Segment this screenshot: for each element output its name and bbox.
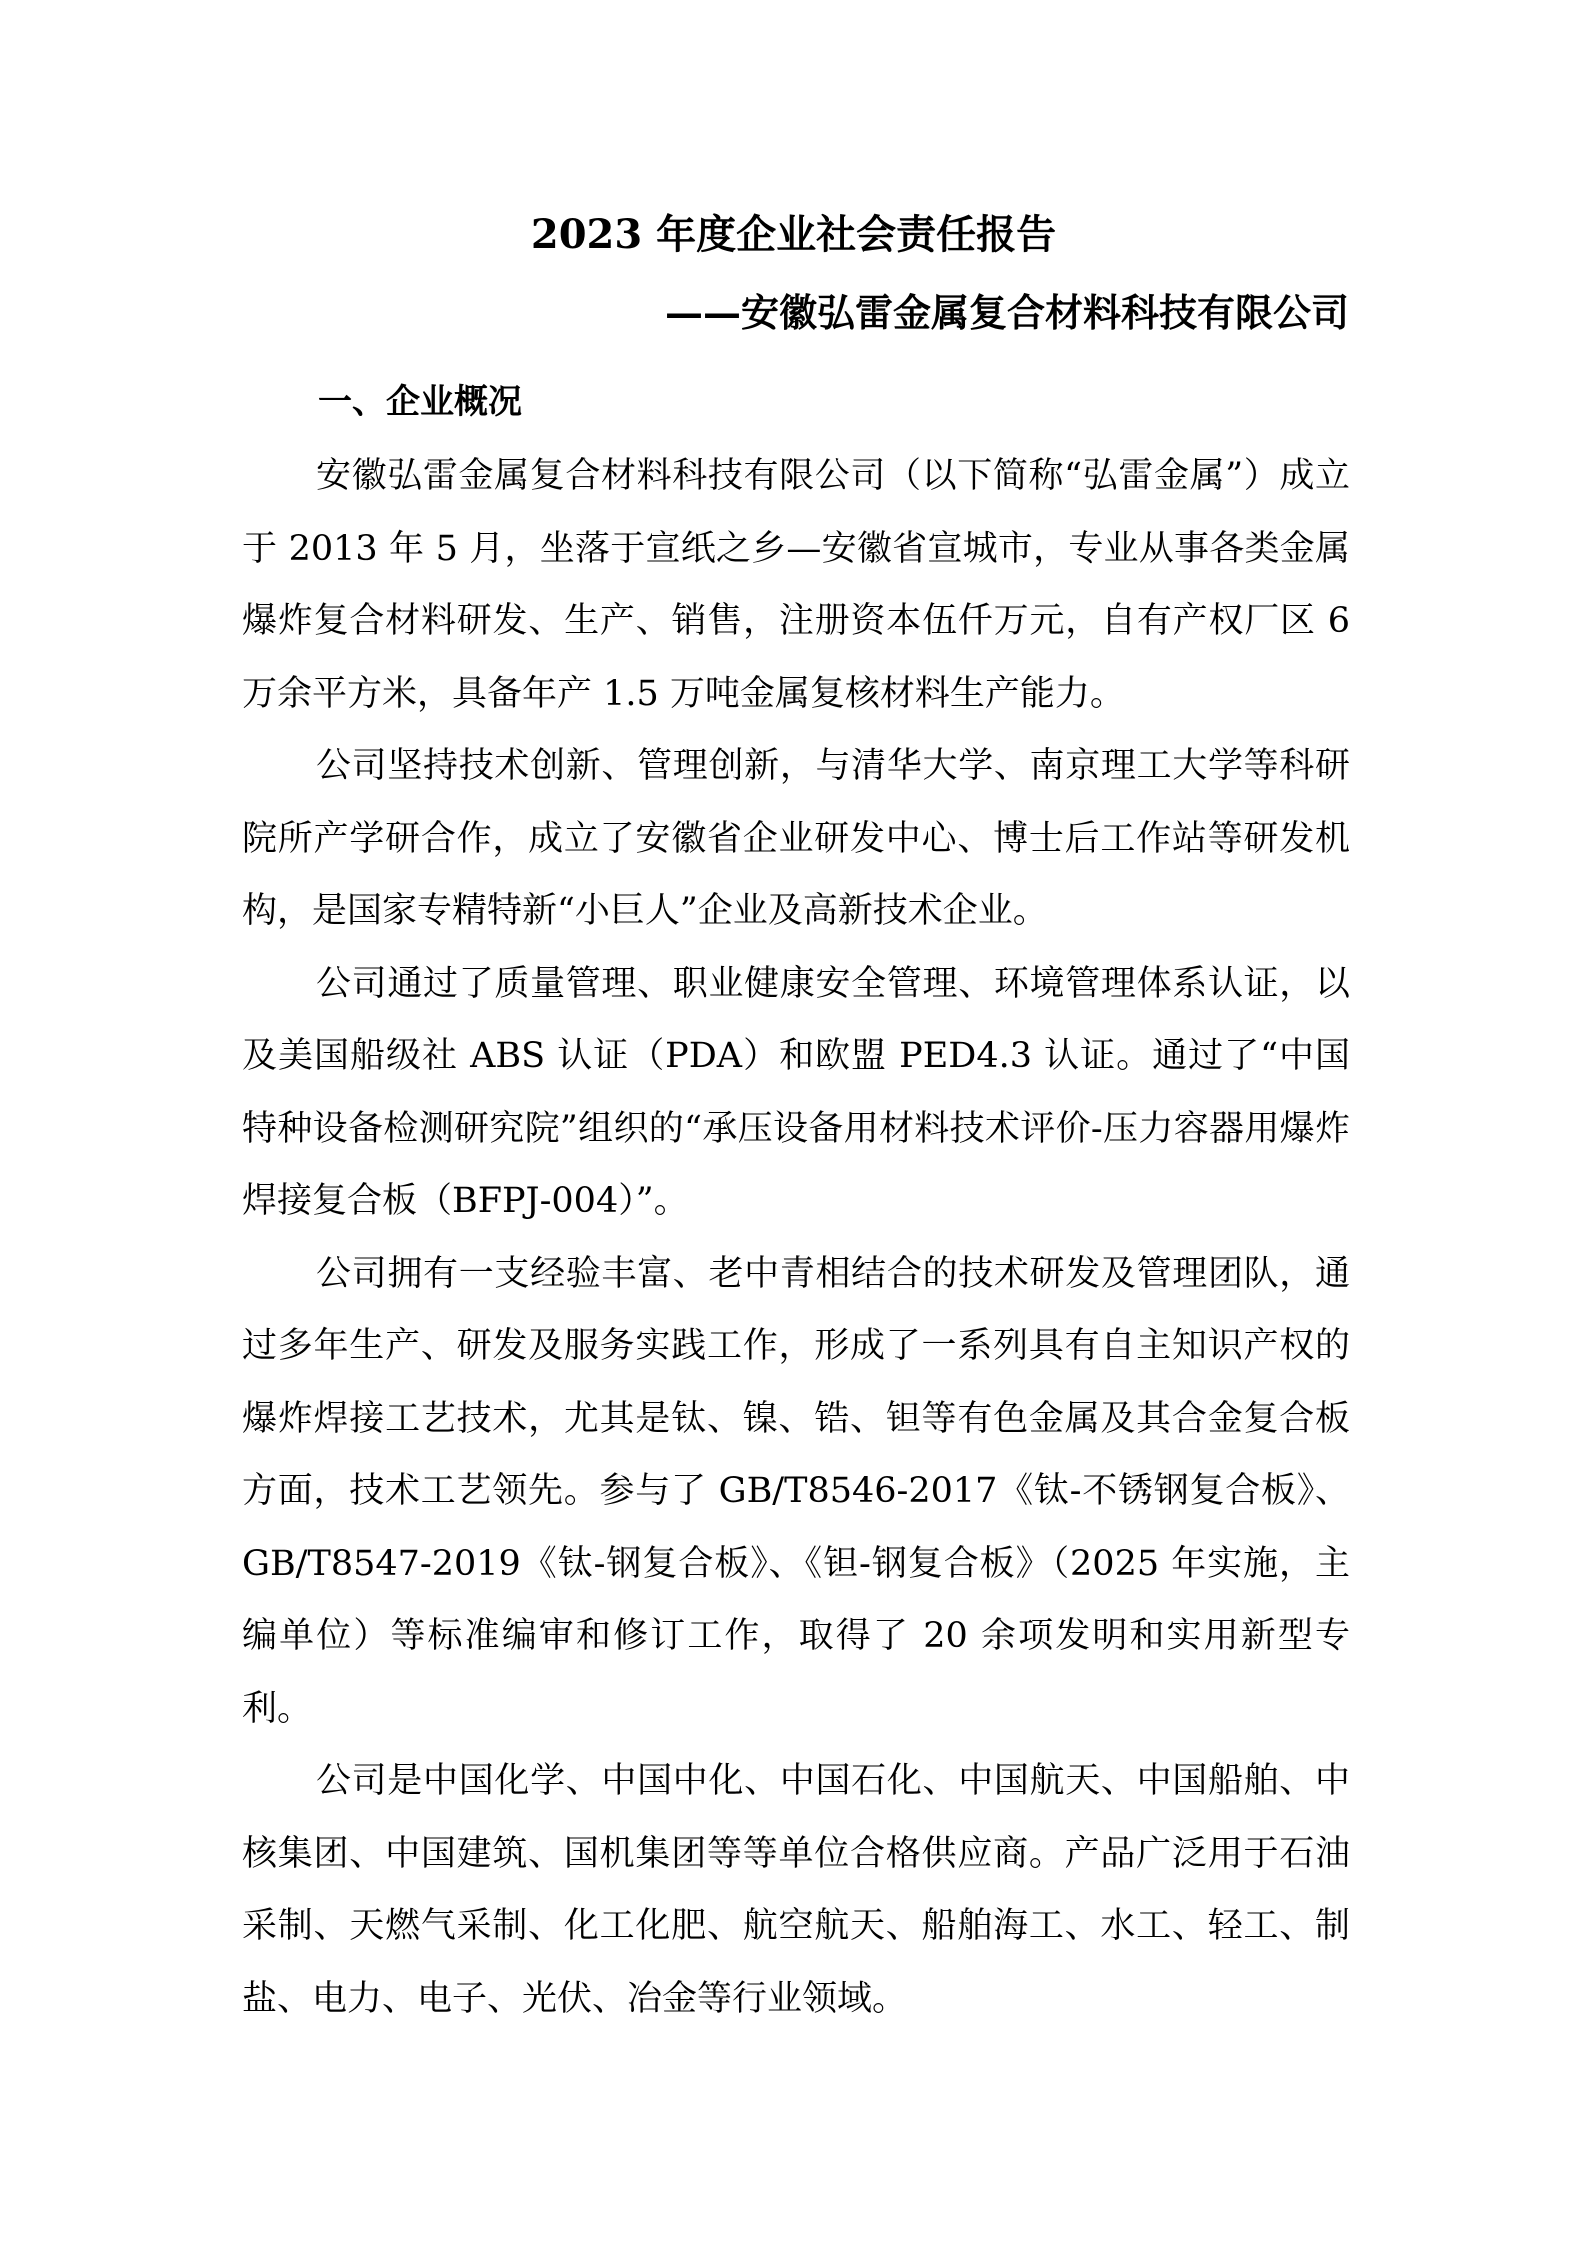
paragraph-clients: 公司是中国化学、中国中化、中国石化、中国航天、中国船舶、中核集团、中国建筑、国机集团等等单位合格供应商。产品广泛用于石油采制、天燃气采制、化工化肥、航空航天、船舶海工、水工、轻工、制盐、电力、电子、光伏、冶金等行业领域。 bbox=[242, 1761, 1350, 2019]
report-title: 2023 年度企业社会责任报告 bbox=[530, 211, 1057, 258]
paragraph-team: 公司拥有一支经验丰富、老中青相结合的技术研发及管理团队，通过多年生产、研发及服务实践工作，形成了一系列具有自主知识产权的爆炸焊接工艺技术，尤其是钛、镍、锆、钽等有色金属及其合金复合板方面，技术工艺领先。参与了 GB/T8546-2017《钛-不锈钢复合板》、GB/T8547-2019《钛-钢复合板》、《钽-钢复合板》（2025 年实施，主编单位）等标准编审和修订工作，取得了 20 余项发明和实用新型专利。 bbox=[242, 1253, 1350, 1729]
paragraph-certification: 公司通过了质量管理、职业健康安全管理、环境管理体系认证，以及美国船级社 ABS 认证（PDA）和欧盟 PED4.3 认证。通过了“中国特种设备检测研究院”组织的“承压设备用材料技术评价-压力容器用爆炸焊接复合板（BFPJ-004）”。 bbox=[242, 963, 1350, 1221]
body-text bbox=[242, 440, 1350, 2035]
paragraph-innovation: 公司坚持技术创新、管理创新，与清华大学、南京理工大学等科研院所产学研合作，成立了安徽省企业研发中心、博士后工作站等研发机构，是国家专精特新“小巨人”企业及高新技术企业。 bbox=[242, 746, 1350, 931]
company-subtitle: ——安徽弘雷金属复合材料科技有限公司 bbox=[664, 290, 1349, 335]
paragraph-overview: 安徽弘雷金属复合材料科技有限公司（以下简称“弘雷金属”）成立于 2013 年 5 月，坐落于宣纸之乡—安徽省宣城市，专业从事各类金属爆炸复合材料研发、生产、销售，注册资本伍仟万元，自有产权厂区 6 万余平方米，具备年产 1.5 万吨金属复核材料生产能力。 bbox=[242, 456, 1350, 714]
section-heading: 一、企业概况 bbox=[318, 382, 522, 422]
